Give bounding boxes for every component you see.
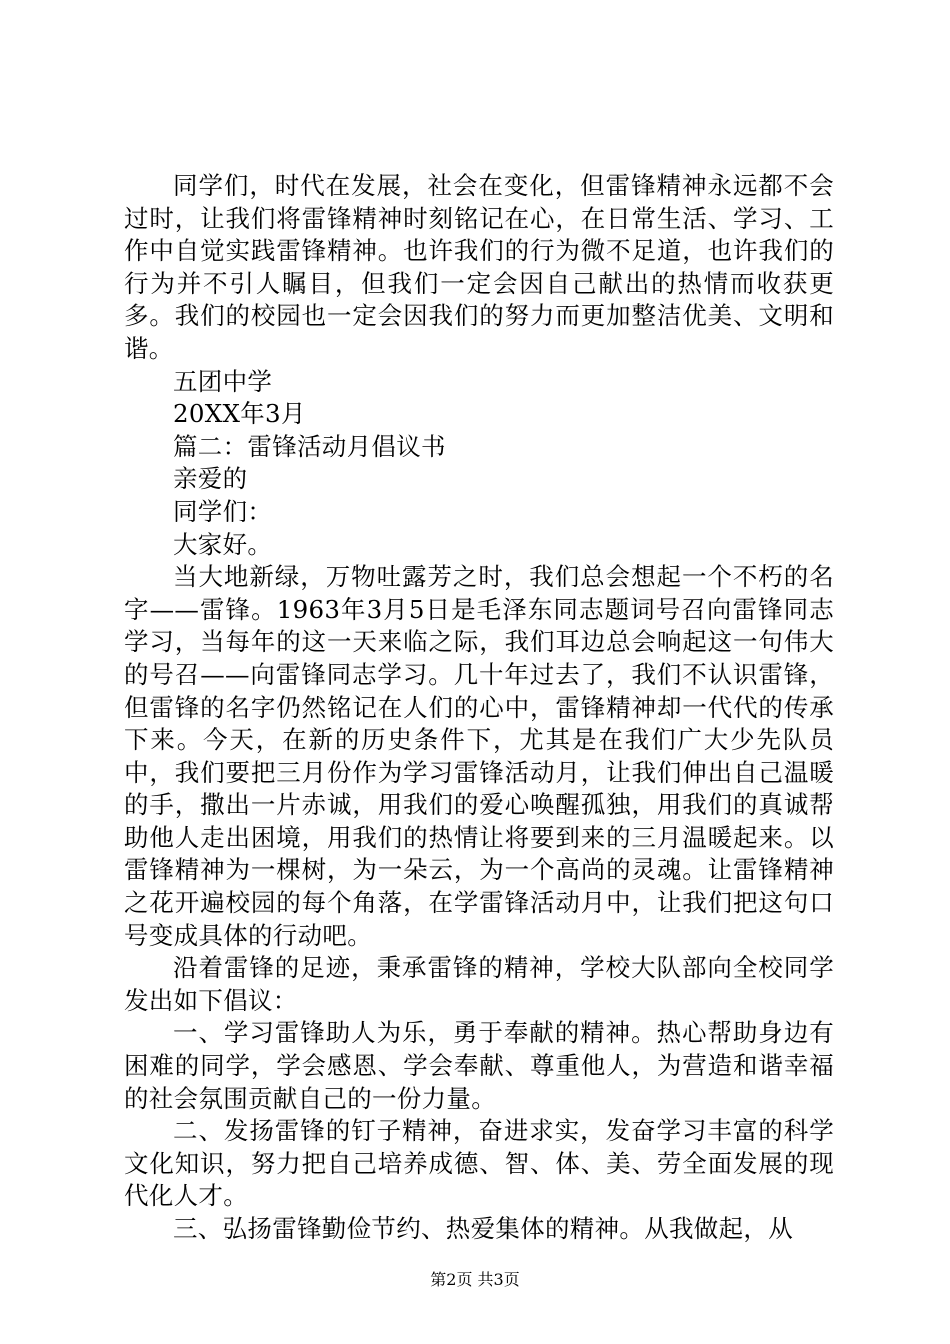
proposal-item-3: 三、弘扬雷锋勤俭节约、热爱集体的精神。从我做起，从 (173, 1214, 793, 1243)
section-title: 篇二：雷锋活动月倡议书 (173, 431, 446, 461)
signature-school: 五团中学 (173, 366, 273, 396)
salutation-line-1: 亲爱的 (173, 464, 248, 494)
page-number-footer: 第2页 共3页 (430, 1270, 520, 1289)
proposal-item-2: 二、发扬雷锋的钉子精神，奋进求实，发奋学习丰富的科学文化知识，努力把自己培养成德、智、体、美、劳全面发展的现代化人才。 (124, 1116, 834, 1211)
greeting: 大家好。 (173, 529, 273, 559)
salutation-line-2: 同学们： (173, 496, 273, 526)
paragraph-closing-appeal: 同学们，时代在发展，社会在变化，但雷锋精神永远都不会过时，让我们将雷锋精神时刻铭记在心，在日常生活、学习、工作中自觉实践雷锋精神。也许我们的行为微不足道，也许我们的行为并不引人瞩目，但我们一定会因自己献出的热情而收获更多。我们的校园也一定会因我们的努力而更加整洁优美、文明和谐。 (124, 171, 834, 363)
document-body (124, 170, 834, 1246)
signature-date: 20XX年3月 (173, 399, 306, 429)
paragraph-proposal-lead: 沿着雷锋的足迹，秉承雷锋的精神，学校大队部向全校同学发出如下倡议： (124, 953, 834, 1015)
proposal-item-1: 一、学习雷锋助人为乐，勇于奉献的精神。热心帮助身边有困难的同学，学会感恩、学会奉献、尊重他人，为营造和谐幸福的社会氛围贡献自己的一份力量。 (124, 1018, 834, 1113)
paragraph-intro: 当大地新绿，万物吐露芳之时，我们总会想起一个不朽的名字——雷锋。1963年3月5日是毛泽东同志题词号召向雷锋同志学习，当每年的这一天来临之际，我们耳边总会响起这一句伟大的号召——向雷锋同志学习。几十年过去了，我们不认识雷锋，但雷锋的名字仍然铭记在人们的心中，雷锋精神却一代代的传承下来。今天，在新的历史条件下，尤其是在我们广大少先队员中，我们要把三月份作为学习雷锋活动月，让我们伸出自己温暖的手，撒出一片赤诚，用我们的爱心唤醒孤独，用我们的真诚帮助他人走出困境，用我们的热情让将要到来的三月温暖起来。以雷锋精神为一棵树，为一朵云，为一个高尚的灵魂。让雷锋精神之花开遍校园的每个角落，在学雷锋活动月中，让我们把这句口号变成具体的行动吧。 (124, 562, 834, 950)
